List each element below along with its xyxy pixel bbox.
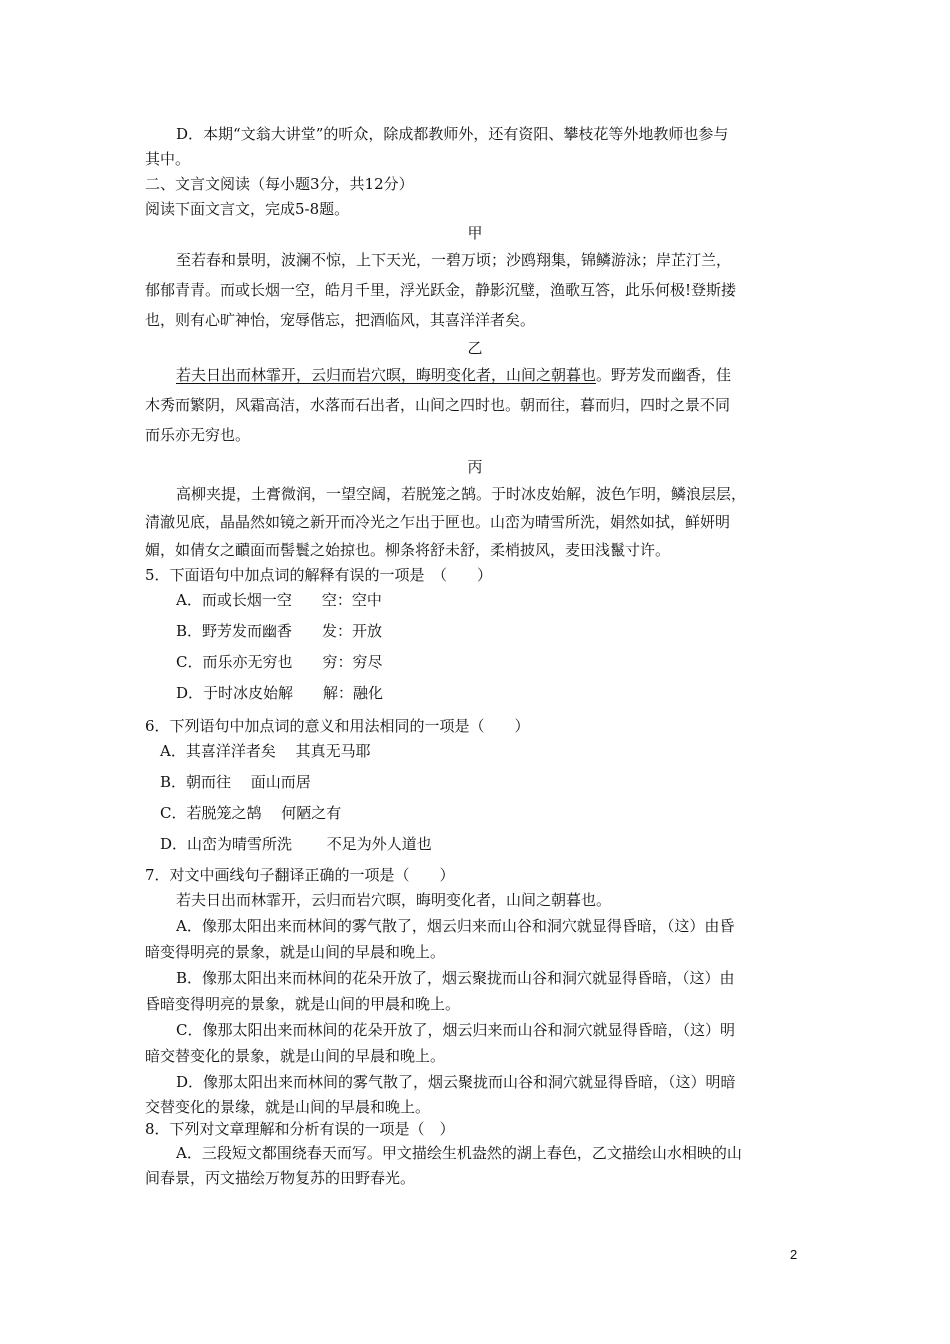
q7-option-d-line2: 交替变化的景缘，就是山间的早晨和晚上。	[145, 1098, 431, 1116]
q7-option-a-line2: 暗变得明亮的景象，就是山间的早晨和晚上。	[145, 943, 446, 961]
passage-bing-line: 高柳夹提，土膏微润，一望空阔，若脱笼之鹄。于时冰皮始解，波色乍明，鳞浪层层，	[176, 485, 747, 503]
q7-option-c-line1: C．像那太阳出来而林间的花朵开放了，烟云归来而山谷和洞穴就显得昏暗，（这）明	[176, 1021, 735, 1039]
q5-option-a: A．而或长烟一空 空：空中	[176, 591, 382, 609]
q5-option-c: C．而乐亦无穷也 穷：穷尽	[176, 653, 383, 671]
passage-jia-title: 甲	[467, 224, 483, 242]
q6-option-d: D．山峦为晴雪所洗 不足为外人道也	[160, 835, 432, 853]
passage-jia-line: 也，则有心旷神怡，宠辱偕忘，把酒临风，其喜洋洋者矣。	[145, 311, 536, 329]
passage-yi-title: 乙	[467, 339, 483, 357]
passage-bing-line: 媚，如倩女之靧面而髻鬟之始掠也。柳条将舒未舒，柔梢披风，麦田浅鬣寸许。	[145, 541, 671, 559]
q6-option-b: B．朝而往 面山而居	[160, 773, 311, 791]
q6-stem: 6．下列语句中加点词的意义和用法相同的一项是（ ）	[145, 717, 530, 735]
q8-stem: 8．下列对文章理解和分析有误的一项是（ ）	[145, 1120, 455, 1138]
q8-option-a-line2: 间春景，丙文描绘万物复苏的田野春光。	[145, 1169, 416, 1187]
passage-bing-title: 丙	[467, 458, 483, 476]
q6-option-a: A．其喜洋洋者矣 其真无马耶	[160, 742, 371, 760]
q5-stem: 5．下面语句中加点词的解释有误的一项是 （ ）	[145, 566, 493, 584]
section-instruction: 阅读下面文言文，完成5-8题。	[145, 200, 350, 218]
passage-bing-line: 清澈见底，晶晶然如镜之新开而冷光之乍出于匣也。山峦为晴雪所洗，娟然如拭，鲜妍明	[145, 513, 731, 531]
q7-option-b-line2: 昏暗变得明亮的景象，就是山间的甲晨和晚上。	[145, 995, 461, 1013]
q4-option-d-line1: D．本期“文翁大讲堂”的听众，除成都教师外，还有资阳、攀枝花等外地教师也参与	[176, 125, 729, 143]
q7-option-d-line1: D．像那太阳出来而林间的雾气散了，烟云聚拢而山谷和洞穴就显得昏暗，（这）明暗	[176, 1073, 736, 1091]
q6-option-c: C．若脱笼之鹄 何陋之有	[160, 804, 342, 822]
q5-option-d: D．于时冰皮始解 解：融化	[176, 684, 384, 702]
q7-option-c-line2: 暗交替变化的景象，就是山间的早晨和晚上。	[145, 1047, 446, 1065]
section-heading: 二、文言文阅读（每小题3分，共12分）	[145, 175, 414, 193]
passage-jia-line: 至若春和景明，波澜不惊，上下天光，一碧万顷；沙鸥翔集，锦鳞游泳；岸芷汀兰，	[176, 251, 732, 269]
underlined-sentence: 若夫日出而林霏开，云归而岩穴暝，晦明变化者，山间之朝暮也	[176, 366, 597, 384]
q7-stem: 7．对文中画线句子翻译正确的一项是（ ）	[145, 866, 455, 884]
passage-yi-line: 而乐亦无穷也。	[145, 426, 251, 444]
page-number: 2	[790, 1247, 798, 1262]
passage-yi-line: 木秀而繁阴，风霜高洁，水落而石出者，山间之四时也。朝而往，暮而归，四时之景不同	[145, 396, 731, 414]
q7-option-b-line1: B．像那太阳出来而林间的花朵开放了，烟云聚拢而山谷和洞穴就显得昏暗，（这）由	[176, 969, 735, 987]
q7-sentence: 若夫日出而林霏开，云归而岩穴暝，晦明变化者，山间之朝暮也。	[176, 891, 612, 909]
q7-option-a-line1: A．像那太阳出来而林间的雾气散了，烟云归来而山谷和洞穴就显得昏暗，（这）由昏	[176, 917, 735, 935]
q4-option-d-line2: 其中。	[145, 150, 191, 168]
passage-jia-line: 郁郁青青。而或长烟一空，皓月千里，浮光跃金，静影沉璧，渔歌互答，此乐何极!登斯搂	[145, 281, 737, 299]
q8-option-a-line1: A．三段短文都围绕春天而写。甲文描绘生机盎然的湖上春色，乙文描绘山水相映的山	[176, 1144, 742, 1162]
passage-yi-line1	[176, 365, 731, 385]
passage-yi-line1-rest: 。野芳发而幽香，佳	[596, 366, 732, 384]
q5-option-b: B．野芳发而幽香 发：开放	[176, 622, 383, 640]
